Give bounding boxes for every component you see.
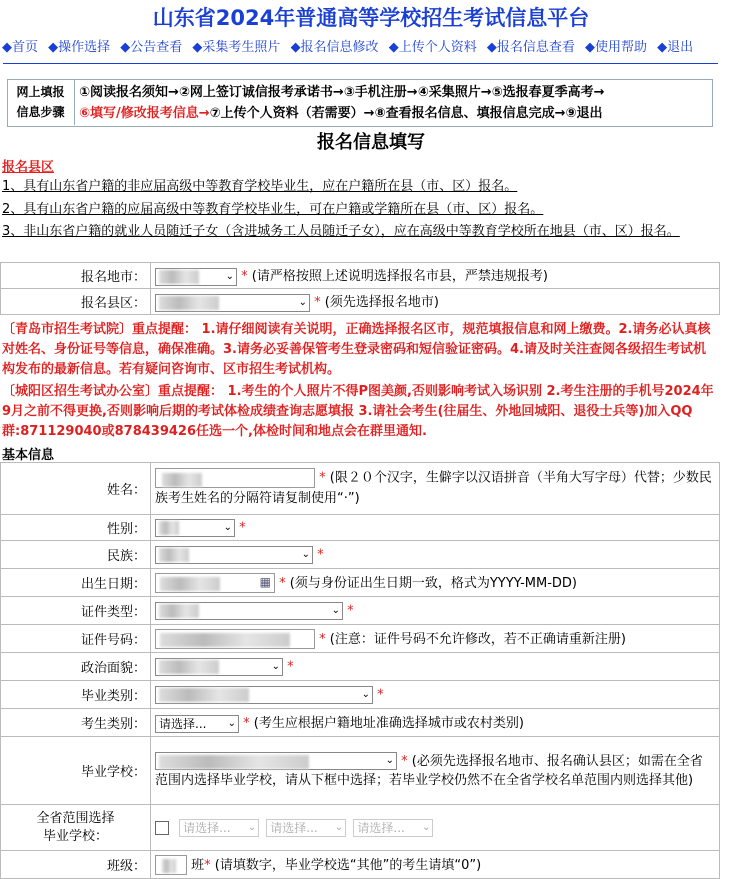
nav-operation-select[interactable]: ◆操作选择 [48,40,111,55]
examtype-select[interactable]: 请选择... ⌄ [155,715,239,733]
top-nav [2,36,742,55]
chevron-down-icon: ⌄ [361,688,370,700]
school-select[interactable] [155,752,397,770]
chevron-down-icon: ⌄ [223,521,232,533]
gender-label: 性别： [1,515,151,541]
class-label: 班级： [1,851,151,879]
steps-line-1: ①阅读报名须知→②网上签订诚信报考承诺书→③手机注册→④采集照片→⑤选报春夏季高考→ [79,85,605,100]
area-title: 报名县区 [2,160,55,175]
chevron-down-icon: ⌄ [225,270,234,282]
nav-view-registration[interactable]: ◆报名信息查看 [486,40,575,55]
county-select[interactable] [155,294,310,312]
province-school-select[interactable]: 请选择... ⌄ [353,819,433,837]
province-school-checkbox[interactable] [155,821,169,835]
chevron-down-icon: ⌄ [301,548,310,560]
basic-info-table: 姓名： * (限２０个汉字，生僻字以汉语拼音（半角大写字母）代替；少数民族考生姓名的分隔符请复制使用“·”) 性别： ⌄ * 民族： ⌄ * 出生日期： ▦ * (须与身份证出生日期一致，格式为YYYY-MM-DD) 证件类型： ⌄ * 证件号码： * (注意：证件号码不允许修改，若不正确请重新注册) 政治面貌： ⌄ * 毕业类别： ⌄ * 考生类别： 请选择... ⌄ * (考生应根据户籍地址准确选择城市或农村类别) 毕业学校： ⌄ * (必须先选择报名地市、报名确认县区；如需在全省范围内选择毕业学校，请从下框中选择；若毕业学校仍然不在全省学校名单范围内则选择其他) 全省范围选择 毕业学校： 请选择... ⌄ 请选择... ⌄ 请选择... ⌄ 班级： 班* (请填数字，毕业学校选“其他”的考生请填“0”) [0,462,720,879]
county-hint: (须先选择报名地市) [324,295,439,311]
chevron-down-icon: ⌄ [331,604,340,616]
birth-hint: (须与身份证出生日期一致，格式为YYYY-MM-DD) [289,575,577,591]
nav-home[interactable]: ◆首页 [2,40,38,55]
section-title: 报名信息填写 [317,132,425,153]
chevron-down-icon: ⌄ [334,821,344,833]
qingdao-notice: 〔青岛市招生考试院〕重点提醒： 1.请仔细阅读有关说明，正确选择报名区市，规范填报信息和网上缴费。2.请务必认真核对姓名、身份证号等信息，确保准确。3.请务必妥善保管考生登录密码和短信验证密码。4.请及时关注查阅各级招生考试机构发布的最新信息。若有疑问咨询市、区市招生考试机构。 [2,322,711,377]
idno-label: 证件号码： [1,625,151,653]
school-label: 毕业学校： [1,737,151,805]
gradtype-label: 毕业类别： [1,681,151,709]
city-label: 报名地市： [1,263,151,289]
area-rule-2: 2、具有山东省户籍的应届高级中等教育学校毕业生，可在户籍或学籍所在县（市、区）报名。 [2,202,544,217]
area-rule-1: 1、具有山东省户籍的非应届高级中等教育学校毕业生，应在户籍所在县（市、区）报名。 [2,179,518,194]
idtype-select[interactable] [155,602,343,620]
idno-input[interactable] [155,629,315,649]
chevron-down-icon: ⌄ [247,821,257,833]
province-city-select[interactable]: 请选择... ⌄ [179,819,259,837]
examtype-label: 考生类别： [1,709,151,737]
political-label: 政治面貌： [1,653,151,681]
page-title: 山东省2024年普通高等学校招生考试信息平台 [152,6,590,30]
province-school-label: 全省范围选择 毕业学校： [1,805,151,851]
chevron-down-icon: ⌄ [298,296,307,308]
name-hint: (限２０个汉字，生僻字以汉语拼音（半角大写字母）代替；少数民族考生姓名的分隔符请复制使用“·”) [155,470,712,506]
chevron-down-icon: ⌄ [385,755,394,766]
chevron-down-icon: ⌄ [271,660,280,672]
class-hint: (请填数字，毕业学校选“其他”的考生请填“0”) [214,857,482,873]
ethnicity-select[interactable] [155,546,313,564]
nav-help[interactable]: ◆使用帮助 [584,40,647,55]
gradtype-select[interactable] [155,686,373,704]
birth-date-input[interactable] [155,573,275,593]
city-select[interactable] [155,268,237,286]
province-county-select[interactable]: 请选择... ⌄ [266,819,346,837]
nav-divider [3,63,718,64]
county-label: 报名县区： [1,289,151,315]
steps-line-2: ⑥填写/修改报考信息→⑦上传个人资料（若需要）→⑧查看报名信息、填报信息完成→⑨退出 [79,106,603,121]
area-table: 报名地市： ⌄ * (请严格按照上述说明选择报名市县，严禁违规报考) 报名县区： ⌄ * (须先选择报名地市) [0,262,720,315]
idno-hint: (注意：证件号码不允许修改，若不正确请重新注册) [329,631,626,647]
steps-text [79,82,711,124]
area-rule-3: 3、非山东省户籍的就业人员随迁子女（含进城务工人员随迁子女），应在高级中等教育学校所在地县（市、区）报名。 [2,224,680,239]
school-hint: (必须先选择报名地市、报名确认县区；如需在全省范围内选择毕业学校，请从下框中选择；若毕业学校仍然不在全省学校名单范围内则选择其他) [155,753,703,788]
nav-logout[interactable]: ◆退出 [657,40,694,55]
gender-select[interactable] [155,519,235,537]
examtype-hint: (考生应根据户籍地址准确选择城市或农村类别) [253,716,524,732]
steps-label: 网上填报 信息步骤 [7,79,75,125]
chengyang-notice: 〔城阳区招生考试办公室〕重点提醒： 1.考生的个人照片不得P图美颜,否则影响考试入场识别 2.考生注册的手机号2024年9月之前不得更换,否则影响后期的考试体检成绩查询志愿填报 3.请社会考生(往届生、外地回城阳、退役士兵等)加入QQ群:871129040或878439426任选一个,体检时间和地点会在群里通知. [2,384,714,439]
nav-edit-registration[interactable]: ◆报名信息修改 [290,40,379,55]
birth-label: 出生日期： [1,569,151,597]
class-input[interactable] [155,855,187,875]
idtype-label: 证件类型： [1,597,151,625]
basic-info-title: 基本信息 [2,448,55,463]
nav-announcements[interactable]: ◆公告查看 [120,40,183,55]
chevron-down-icon: ⌄ [422,821,431,833]
nav-collect-photo[interactable]: ◆采集考生照片 [192,40,281,55]
nav-upload-documents[interactable]: ◆上传个人资料 [388,40,477,55]
name-input[interactable] [155,468,315,488]
political-select[interactable] [155,658,283,676]
chevron-down-icon: ⌄ [227,717,236,729]
calendar-icon[interactable]: ▦ [259,575,271,590]
name-label: 姓名： [1,463,151,515]
current-step: ⑥填写/修改报考信息→ [79,106,210,121]
city-hint: (请严格按照上述说明选择报名市县，严禁违规报考) [251,269,548,285]
ethnicity-label: 民族： [1,541,151,569]
